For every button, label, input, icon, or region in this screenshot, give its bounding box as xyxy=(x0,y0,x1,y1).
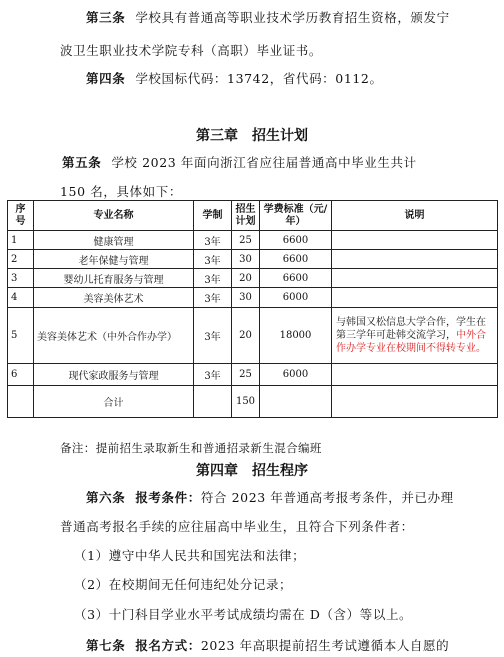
article-7-subtitle: 报名方式： xyxy=(135,638,201,653)
cell-fee: 6600 xyxy=(260,250,332,269)
cell-major: 老年保健与管理 xyxy=(34,250,194,269)
cell-major: 美容美体艺术 xyxy=(34,288,194,308)
cell-no: 6 xyxy=(8,364,34,386)
header-plan: 招生计划 xyxy=(232,201,260,231)
note-cooperation: 与韩国又松信息大学合作，学生在第三学年可赴韩交流学习， xyxy=(336,317,486,341)
article-4-label: 第四条 xyxy=(86,71,126,86)
cell-fee: 6600 xyxy=(260,231,332,250)
cell-major: 婴幼儿托育服务与管理 xyxy=(34,269,194,288)
header-years: 学制 xyxy=(194,201,232,231)
cell-major: 现代家政服务与管理 xyxy=(34,364,194,386)
cell-years: 3年 xyxy=(194,269,232,288)
condition-2: （2）在校期间无任何违纪处分记录； xyxy=(74,577,293,592)
article-6-line-2: 普通高考报名手续的应往届高中毕业生，且符合下列条件者： xyxy=(60,519,414,534)
cell-total: 150 xyxy=(232,386,260,418)
cell-years: 3年 xyxy=(194,364,232,386)
cell-major: 美容美体艺术（中外合作办学） xyxy=(34,308,194,364)
cell-plan: 25 xyxy=(232,364,260,386)
cell-fee xyxy=(260,386,332,418)
cell-plan: 25 xyxy=(232,231,260,250)
cell-note xyxy=(332,250,498,269)
table-header-row xyxy=(8,201,498,231)
article-5-text: 学校 2023 年面向浙江省应往届普通高中毕业生共计 xyxy=(111,155,417,170)
article-3-text: 学校具有普通高等职业技术学历教育招生资格，颁发宁 xyxy=(135,10,450,25)
cell-note xyxy=(332,364,498,386)
article-4-text: 学校国标代码：13742，省代码：0112。 xyxy=(135,71,383,86)
header-no: 序号 xyxy=(8,201,34,231)
header-major: 专业名称 xyxy=(34,201,194,231)
chapter-4-heading: 第四章 招生程序 xyxy=(196,463,308,479)
cell-fee: 6600 xyxy=(260,269,332,288)
cell-plan: 30 xyxy=(232,288,260,308)
table-row xyxy=(8,364,498,386)
note-no-transfer: 中外合作办学专业在校期间不得转专业。 xyxy=(336,330,486,354)
cell-note xyxy=(332,386,498,418)
condition-3: （3）十门科目学业水平考试成绩均需在 D（含）等以上。 xyxy=(74,607,413,622)
cell-years: 3年 xyxy=(194,308,232,364)
enrollment-plan-table xyxy=(7,200,498,418)
cell-years: 3年 xyxy=(194,250,232,269)
cell-years: 3年 xyxy=(194,288,232,308)
cell-no: 3 xyxy=(8,269,34,288)
cell-no xyxy=(8,386,34,418)
table-row xyxy=(8,231,498,250)
cell-no: 2 xyxy=(8,250,34,269)
cell-plan: 20 xyxy=(232,269,260,288)
table-note: 备注：提前招生录取新生和普通招录新生混合编班 xyxy=(60,441,322,455)
cell-no: 1 xyxy=(8,231,34,250)
cell-note xyxy=(332,308,498,364)
table-row xyxy=(8,269,498,288)
article-5-label: 第五条 xyxy=(62,155,102,170)
table-total-row xyxy=(8,386,498,418)
article-5-line-1 xyxy=(62,153,417,171)
article-6-subtitle: 报考条件： xyxy=(135,490,201,505)
article-4 xyxy=(86,69,383,87)
cell-note xyxy=(332,288,498,308)
chapter-3-heading: 第三章 招生计划 xyxy=(196,128,308,144)
article-6-line-1 xyxy=(86,488,454,506)
cell-no: 5 xyxy=(8,308,34,364)
cell-note xyxy=(332,231,498,250)
condition-1: （1）遵守中华人民共和国宪法和法律； xyxy=(74,548,306,563)
cell-total-label: 合计 xyxy=(34,386,194,418)
table-row xyxy=(8,308,498,364)
header-fee: 学费标准（元/年） xyxy=(260,201,332,231)
table-row xyxy=(8,288,498,308)
cell-fee: 6000 xyxy=(260,288,332,308)
cell-plan: 30 xyxy=(232,250,260,269)
cell-major: 健康管理 xyxy=(34,231,194,250)
cell-years: 3年 xyxy=(194,231,232,250)
cell-fee: 18000 xyxy=(260,308,332,364)
cell-note xyxy=(332,269,498,288)
article-3-line-2: 波卫生职业技术学院专科（高职）毕业证书。 xyxy=(60,43,323,58)
article-7-text: 2023 年高职提前招生考试遵循本人自愿的 xyxy=(200,638,450,653)
cell-years xyxy=(194,386,232,418)
article-3-label: 第三条 xyxy=(86,10,126,25)
article-6-label: 第六条 xyxy=(86,490,126,505)
table-row xyxy=(8,250,498,269)
article-7-label: 第七条 xyxy=(86,638,126,653)
cell-plan: 20 xyxy=(232,308,260,364)
article-7-line-1 xyxy=(86,636,449,654)
article-3-line-1 xyxy=(86,8,450,26)
article-6-text: 符合 2023 年普通高考报考条件，并已办理 xyxy=(200,490,454,505)
article-5-line-2: 150 名，具体如下： xyxy=(60,184,182,199)
header-note: 说明 xyxy=(332,201,498,231)
cell-no: 4 xyxy=(8,288,34,308)
cell-fee: 6000 xyxy=(260,364,332,386)
